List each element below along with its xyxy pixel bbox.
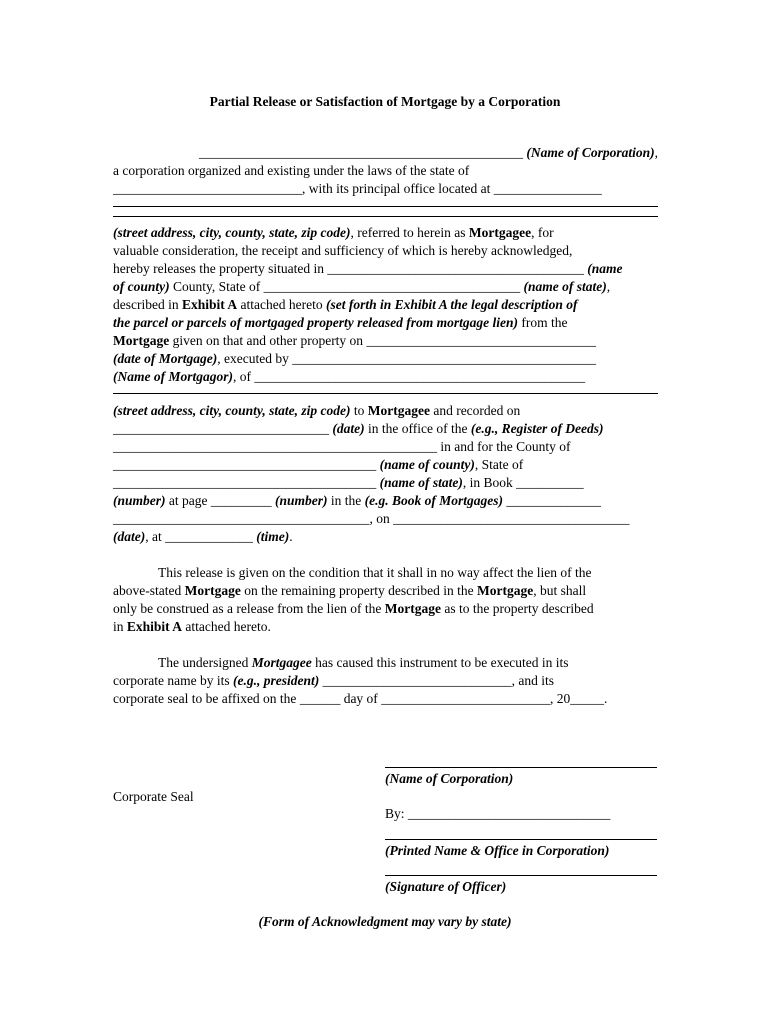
text: as to the property described: [441, 601, 594, 616]
blank-rule[interactable]: [113, 393, 658, 394]
text: .: [289, 529, 293, 544]
blank-rule[interactable]: [113, 206, 658, 207]
spacer: [113, 546, 658, 564]
blank-field[interactable]: ______________________________________: [263, 279, 524, 294]
term-mortgagee: Mortgagee: [367, 403, 430, 418]
line-name-of-county: [113, 456, 658, 474]
paragraph-condition-line: This release is given on the condition that it shall in no way affect the lien of the: [158, 565, 592, 580]
blank-field[interactable]: _______________________________________: [113, 475, 380, 490]
blank-field[interactable]: ____________________________: [319, 673, 512, 688]
text: on the remaining property described in the: [240, 583, 478, 598]
by-label: By:: [385, 806, 408, 821]
blank-field[interactable]: __________: [516, 475, 584, 490]
field-label: (e.g. Book of Mortgages): [364, 493, 504, 508]
line-parcels: [113, 314, 658, 332]
field-label: (name of state): [379, 475, 463, 490]
text: above-stated: [113, 583, 185, 598]
line-county-of: [113, 438, 658, 456]
field-label: (date): [113, 529, 146, 544]
text: at page: [165, 493, 211, 508]
field-label: (date): [332, 421, 365, 436]
field-label: (date of Mortgage): [113, 351, 218, 366]
paragraph-condition-line: [113, 600, 658, 618]
blank-field[interactable]: __________________________________: [366, 333, 596, 348]
footer-note: (Form of Acknowledgment may vary by state): [258, 914, 512, 929]
field-label: (street address, city, county, state, zip code): [113, 403, 351, 418]
text: .: [603, 691, 608, 706]
line-name-of-mortgagor: [113, 368, 658, 386]
text: described in: [113, 297, 182, 312]
signature-line-corporation[interactable]: [385, 767, 657, 768]
field-label: (time): [252, 529, 290, 544]
signature-line-officer[interactable]: [385, 875, 657, 876]
line-recorded-on: [113, 402, 658, 420]
blank-rule[interactable]: [113, 216, 658, 217]
field-label: (e.g., president): [232, 673, 320, 688]
term-mortgage: Mortgage: [384, 601, 442, 616]
blank-field[interactable]: ________________________________________________: [113, 439, 437, 454]
blank-field[interactable]: ____________________________: [113, 181, 302, 196]
blank-field[interactable]: _________: [210, 493, 272, 508]
text: , State of: [474, 457, 524, 472]
blank-field[interactable]: ________________: [493, 181, 602, 196]
text: attached hereto: [237, 297, 326, 312]
line-book-page: [113, 492, 658, 510]
corporate-seal-label: Corporate Seal: [113, 789, 194, 804]
term-mortgage: Mortgage: [113, 333, 170, 348]
line-on: [113, 510, 658, 528]
text: , with its principal office located at: [302, 181, 494, 196]
text: day of: [340, 691, 382, 706]
signature-label-printed-name: (Printed Name & Office in Corporation): [385, 843, 610, 858]
field-label: (number): [271, 493, 328, 508]
text: , referred to herein as: [350, 225, 469, 240]
field-label: (Name of Corporation): [526, 145, 655, 160]
text: given on that and other property on: [169, 333, 367, 348]
paragraph-execution-line: [113, 690, 658, 708]
blank-field[interactable]: _________________________________________________: [254, 369, 586, 384]
term-exhibit-a: Exhibit A: [126, 619, 183, 634]
field-label: of county): [113, 279, 170, 294]
text: in the: [327, 493, 365, 508]
text: , 20: [549, 691, 571, 706]
line-principal-office: [113, 180, 658, 198]
text: County, State of: [169, 279, 264, 294]
text: only be construed as a release from the lien of the: [113, 601, 385, 616]
blank-field[interactable]: ________________________________________________: [199, 145, 527, 160]
text: from the: [517, 315, 568, 330]
term-mortgage: Mortgage: [477, 583, 534, 598]
paragraph-condition-line: [113, 618, 658, 636]
line-street-address: [113, 224, 658, 242]
document-body: [113, 144, 658, 708]
line-valuable-consideration: valuable consideration, the receipt and sufficiency of which is hereby acknowledged,: [113, 243, 573, 258]
paragraph-condition-line: [113, 582, 658, 600]
line-date-time: [113, 528, 658, 546]
punctuation: ,: [654, 145, 658, 160]
blank-field[interactable]: ___________________________________: [393, 511, 630, 526]
blank-field[interactable]: ______________: [503, 493, 601, 508]
text: The undersigned: [158, 655, 252, 670]
blank-field[interactable]: ______________________________________: [113, 511, 370, 526]
field-label: (name of county): [379, 457, 475, 472]
line-organized: a corporation organized and existing under the laws of the state of: [113, 163, 470, 178]
text: , but shall: [533, 583, 587, 598]
signature-by-line: [385, 806, 657, 822]
field-label: (street address, city, county, state, zip code): [113, 225, 351, 240]
blank-field[interactable]: _______________________________________: [113, 457, 380, 472]
signature-label-officer: (Signature of Officer): [385, 879, 507, 894]
field-label: (name: [587, 261, 623, 276]
signature-label-corporation: (Name of Corporation): [385, 771, 514, 786]
field-label: (name of state): [523, 279, 607, 294]
blank-field[interactable]: ______________________________________: [327, 261, 588, 276]
blank-field[interactable]: ______________________________: [407, 806, 611, 821]
text: in and for the County of: [437, 439, 571, 454]
text: , executed by: [217, 351, 293, 366]
text: hereby releases the property situated in: [113, 261, 328, 276]
blank-field[interactable]: _____________: [165, 529, 253, 544]
text: , on: [369, 511, 394, 526]
paragraph-execution-line: [113, 654, 658, 672]
line-mortgage-given: [113, 332, 658, 350]
text: to: [350, 403, 368, 418]
term-mortgage: Mortgage: [184, 583, 241, 598]
blank-field[interactable]: ________________________________: [113, 421, 333, 436]
text: , in Book: [462, 475, 517, 490]
text: ,: [606, 279, 611, 294]
blank-field[interactable]: _____________________________________________: [292, 351, 596, 366]
field-label: (set forth in Exhibit A the legal description of: [325, 297, 578, 312]
text: , of: [233, 369, 255, 384]
text: , for: [531, 225, 554, 240]
paragraph-execution-line: [113, 672, 658, 690]
term-mortgagee: Mortgagee: [468, 225, 532, 240]
line-name-of-corporation: [113, 144, 658, 162]
line-exhibit-a: [113, 296, 658, 314]
line-date-of-mortgage: [113, 350, 658, 368]
page-title: Partial Release or Satisfaction of Mortgage by a Corporation: [209, 94, 561, 109]
blank-field[interactable]: _________________________: [381, 691, 550, 706]
text: , at: [145, 529, 166, 544]
blank-field[interactable]: ______: [299, 691, 341, 706]
line-releases-property: [113, 260, 658, 278]
text: , and its: [511, 673, 554, 688]
spacer: [113, 636, 658, 654]
term-exhibit-a: Exhibit A: [181, 297, 238, 312]
line-register-of-deeds: [113, 420, 658, 438]
text: in: [113, 619, 127, 634]
term-mortgagee: Mortgagee: [251, 655, 312, 670]
text: and recorded on: [429, 403, 521, 418]
text: corporate name by its: [113, 673, 233, 688]
field-label: (number): [113, 493, 166, 508]
text: corporate seal to be affixed on the: [113, 691, 300, 706]
field-label: (e.g., Register of Deeds): [470, 421, 604, 436]
line-name-of-state: [113, 474, 658, 492]
field-label: (Name of Mortgagor): [113, 369, 233, 384]
text: has caused this instrument to be executed in its: [311, 655, 569, 670]
text: in the office of the: [364, 421, 471, 436]
text: attached hereto.: [182, 619, 271, 634]
field-label: the parcel or parcels of mortgaged property released from mortgage lien): [113, 315, 518, 330]
line-county-state: [113, 278, 658, 296]
signature-line-printed-name[interactable]: [385, 839, 657, 840]
blank-field[interactable]: _____: [570, 691, 604, 706]
